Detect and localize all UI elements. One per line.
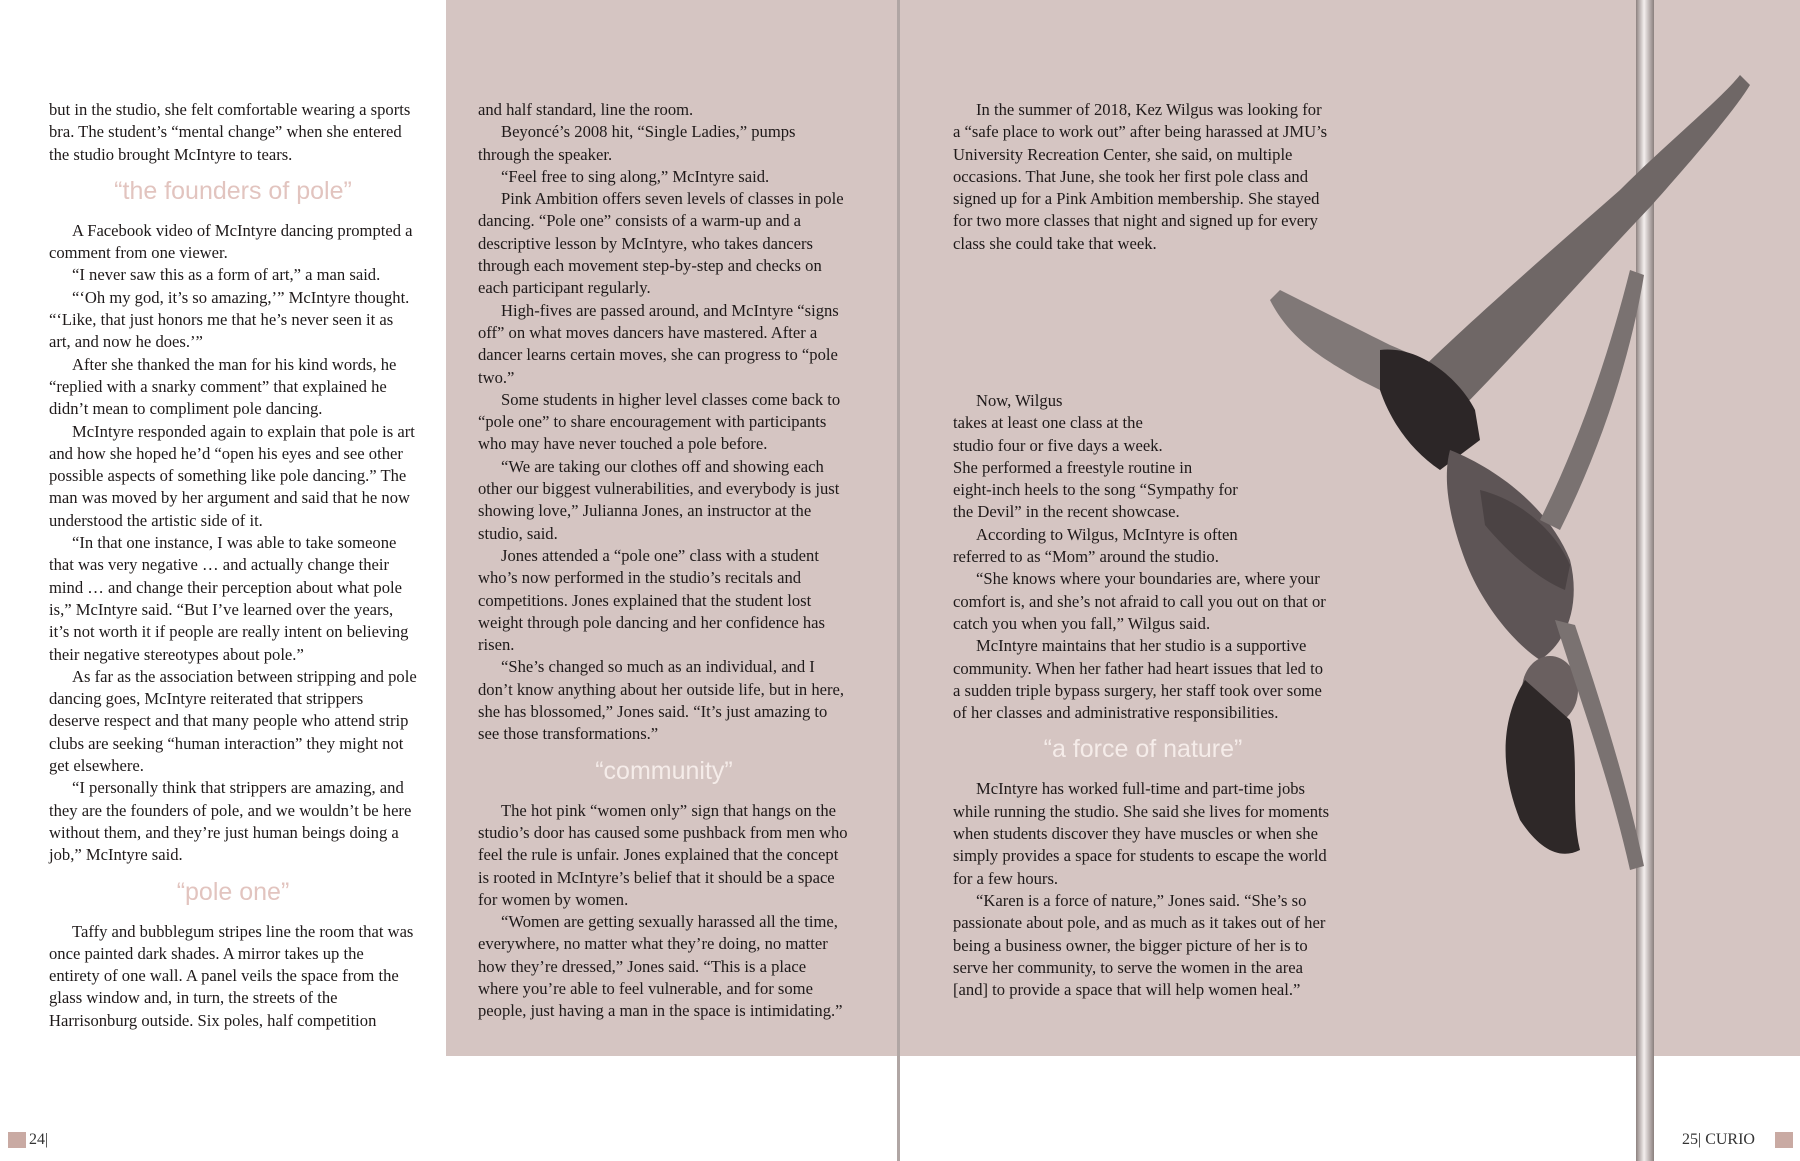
paragraph: “In that one instance, I was able to take someone that was very negative … and actually change their mind … and change their perception about what pole is,” McIntyre said. “But I’ve learned over the years, it’s not worth it if people are really intent on believing their negative stereotypes about pole.” [49,533,409,664]
page-number-left: 24| [29,1131,49,1148]
paragraph: “She knows where your boundaries are, where your comfort is, and she’s not afraid to call you out on that or catch you when you fall,” Wilgus said. [953,569,1326,633]
paragraph: Taffy and bubblegum stripes line the room that was once painted dark shades. A mirror takes up the entirety of one wall. A panel veils the space from the glass window and, in turn, the streets of the Harrisonburg outside. Six poles, half competition [49,921,414,1030]
left-column-2 [478,99,850,1023]
paragraph: As far as the association between stripping and pole dancing goes, McIntyre reiterated that strippers deserve respect and that many people who attend strip clubs are seeking “human interaction” they might not get elsewhere. [49,666,417,776]
paragraph: McIntyre maintains that her studio is a supportive community. When her father had heart issues that led to a sudden triple bypass surgery, her staff took over some of her classes and administrative responsibilities. [953,636,1324,723]
paragraph: After she thanked the man for his kind words, he “replied with a snarky comment” that explained he didn’t mean to compliment pole dancing. [49,354,397,419]
text-line: According to Wilgus, McIntyre is often [976,524,1238,544]
folio-color-mark [8,1132,26,1148]
paragraph: “Feel free to sing along,” McIntyre said. [501,166,770,186]
paragraph: High-fives are passed around, and McIntyre “signs off” on what moves dancers have mastered. After a dancer learns certain moves, she can progress to “pole two.” [478,300,839,387]
dancer-arm-upper [1540,270,1644,530]
paragraph: Pink Ambition offers seven levels of classes in pole dancing. “Pole one” consists of a warm-up and a descriptive lesson by McIntyre, who takes dancers through each movement step-by-step and checks on each participant regularly. [478,189,844,298]
page-number-right: 25| CURIO [1682,1131,1755,1148]
paragraph: Jones attended a “pole one” class with a student who’s now performed in the studio’s recitals and competitions. Jones explained that the student lost weight through pole dancing and her confidence has risen. [478,545,825,655]
page-spine-divider [897,0,900,1161]
paragraph: “I personally think that strippers are amazing, and they are the founders of pole, and we wouldn’t be here without them, and they’re just human beings doing a job,” McIntyre said. [49,778,412,865]
section-subhead-pole-one: “pole one” [176,877,290,906]
text-line: Now, Wilgus [976,391,1063,410]
paragraph: Beyoncé’s 2008 hit, “Single Ladies,” pumps through the speaker. [478,122,796,164]
folio-color-mark [1775,1132,1793,1148]
paragraph: but in the studio, she felt comfortable wearing a sports bra. The student’s “mental change” when she entered the studio brought McIntyre to tears. [49,100,411,164]
dancer-upper-leg [1400,75,1750,420]
left-column-1 [49,99,417,1032]
paragraph-wrapped [953,390,1333,524]
text-line: takes at least one class at the [953,413,1143,433]
paragraph: McIntyre has worked full-time and part-time jobs while running the studio. She said she lives for moments when students discover they have muscles or when she simply provides a space for students to escape the world for a few hours. [953,779,1330,888]
paragraph: The hot pink “women only” sign that hangs on the studio’s door has caused some pushback from men who feel the rule is unfair. Jones explained that the concept is rooted in McIntyre’s belief that it should be a space for women by women. [478,800,848,909]
text-line: She performed a freestyle routine in [953,457,1193,477]
right-column-bottom [953,390,1333,1001]
text-line: studio four or five days a week. [953,435,1163,455]
paragraph: “‘Oh my god, it’s so amazing,’” McIntyre thought. “‘Like, that just honors me that he’s never seen it as art, and now he does.’” [49,287,410,352]
paragraph: “She’s changed so much as an individual, and I don’t know anything about her outside life, but in here, she has blossomed,” Jones said. “It’s just amazing to see those transformations.” [478,657,845,744]
paragraph: McIntyre responded again to explain that pole is art and how she hoped he’d “open his eyes and see other possible aspects of something like pole dancing.” The man was moved by her argument and said that he now understood the artistic side of it. [49,421,415,530]
paragraph: “I never saw this as a form of art,” a man said. [72,265,381,285]
paragraph-wrapped [953,524,1333,569]
text-line: referred to as “Mom” around the studio. [953,547,1219,567]
section-subhead-founders: “the founders of pole” [114,176,352,205]
paragraph: “Women are getting sexually harassed all the time, everywhere, no matter what they’re doing, no matter how they’re dressed,” Jones said. “This is a place where you’re able to feel vulnerable, and for some people, just having a man in the space is intimidating.” [478,912,843,1021]
text-line: the Devil” in the recent showcase. [953,502,1180,522]
right-column-top [953,99,1333,255]
text-line: eight-inch heels to the song “Sympathy for [953,480,1238,500]
section-subhead-force-of-nature: “a force of nature” [1043,735,1243,764]
section-subhead-community: “community” [595,756,733,785]
paragraph: “Karen is a force of nature,” Jones said. “She’s so passionate about pole, and as much as it takes out of her being a business owner, the bigger picture of her is to serve her community, to serve the women in the area [and] to provide a space that will help women heal.” [953,890,1326,1000]
paragraph: and half standard, line the room. [478,100,694,119]
paragraph: Some students in higher level classes come back to “pole one” to share encouragement with participants who may have never touched a pole before. [478,389,841,454]
paragraph: “We are taking our clothes off and showing each other our biggest vulnerabilities, and everybody is just showing love,” Julianna Jones, an instructor at the studio, said. [478,456,840,543]
paragraph: A Facebook video of McIntyre dancing prompted a comment from one viewer. [49,220,413,263]
paragraph: In the summer of 2018, Kez Wilgus was looking for a “safe place to work out” after being harassed at JMU’s University Recreation Center, she said, on multiple occasions. That June, she took her first pole class and signed up for a Pink Ambition membership. She stayed for two more classes that night and signed up for every class she could take that week. [953,100,1328,253]
